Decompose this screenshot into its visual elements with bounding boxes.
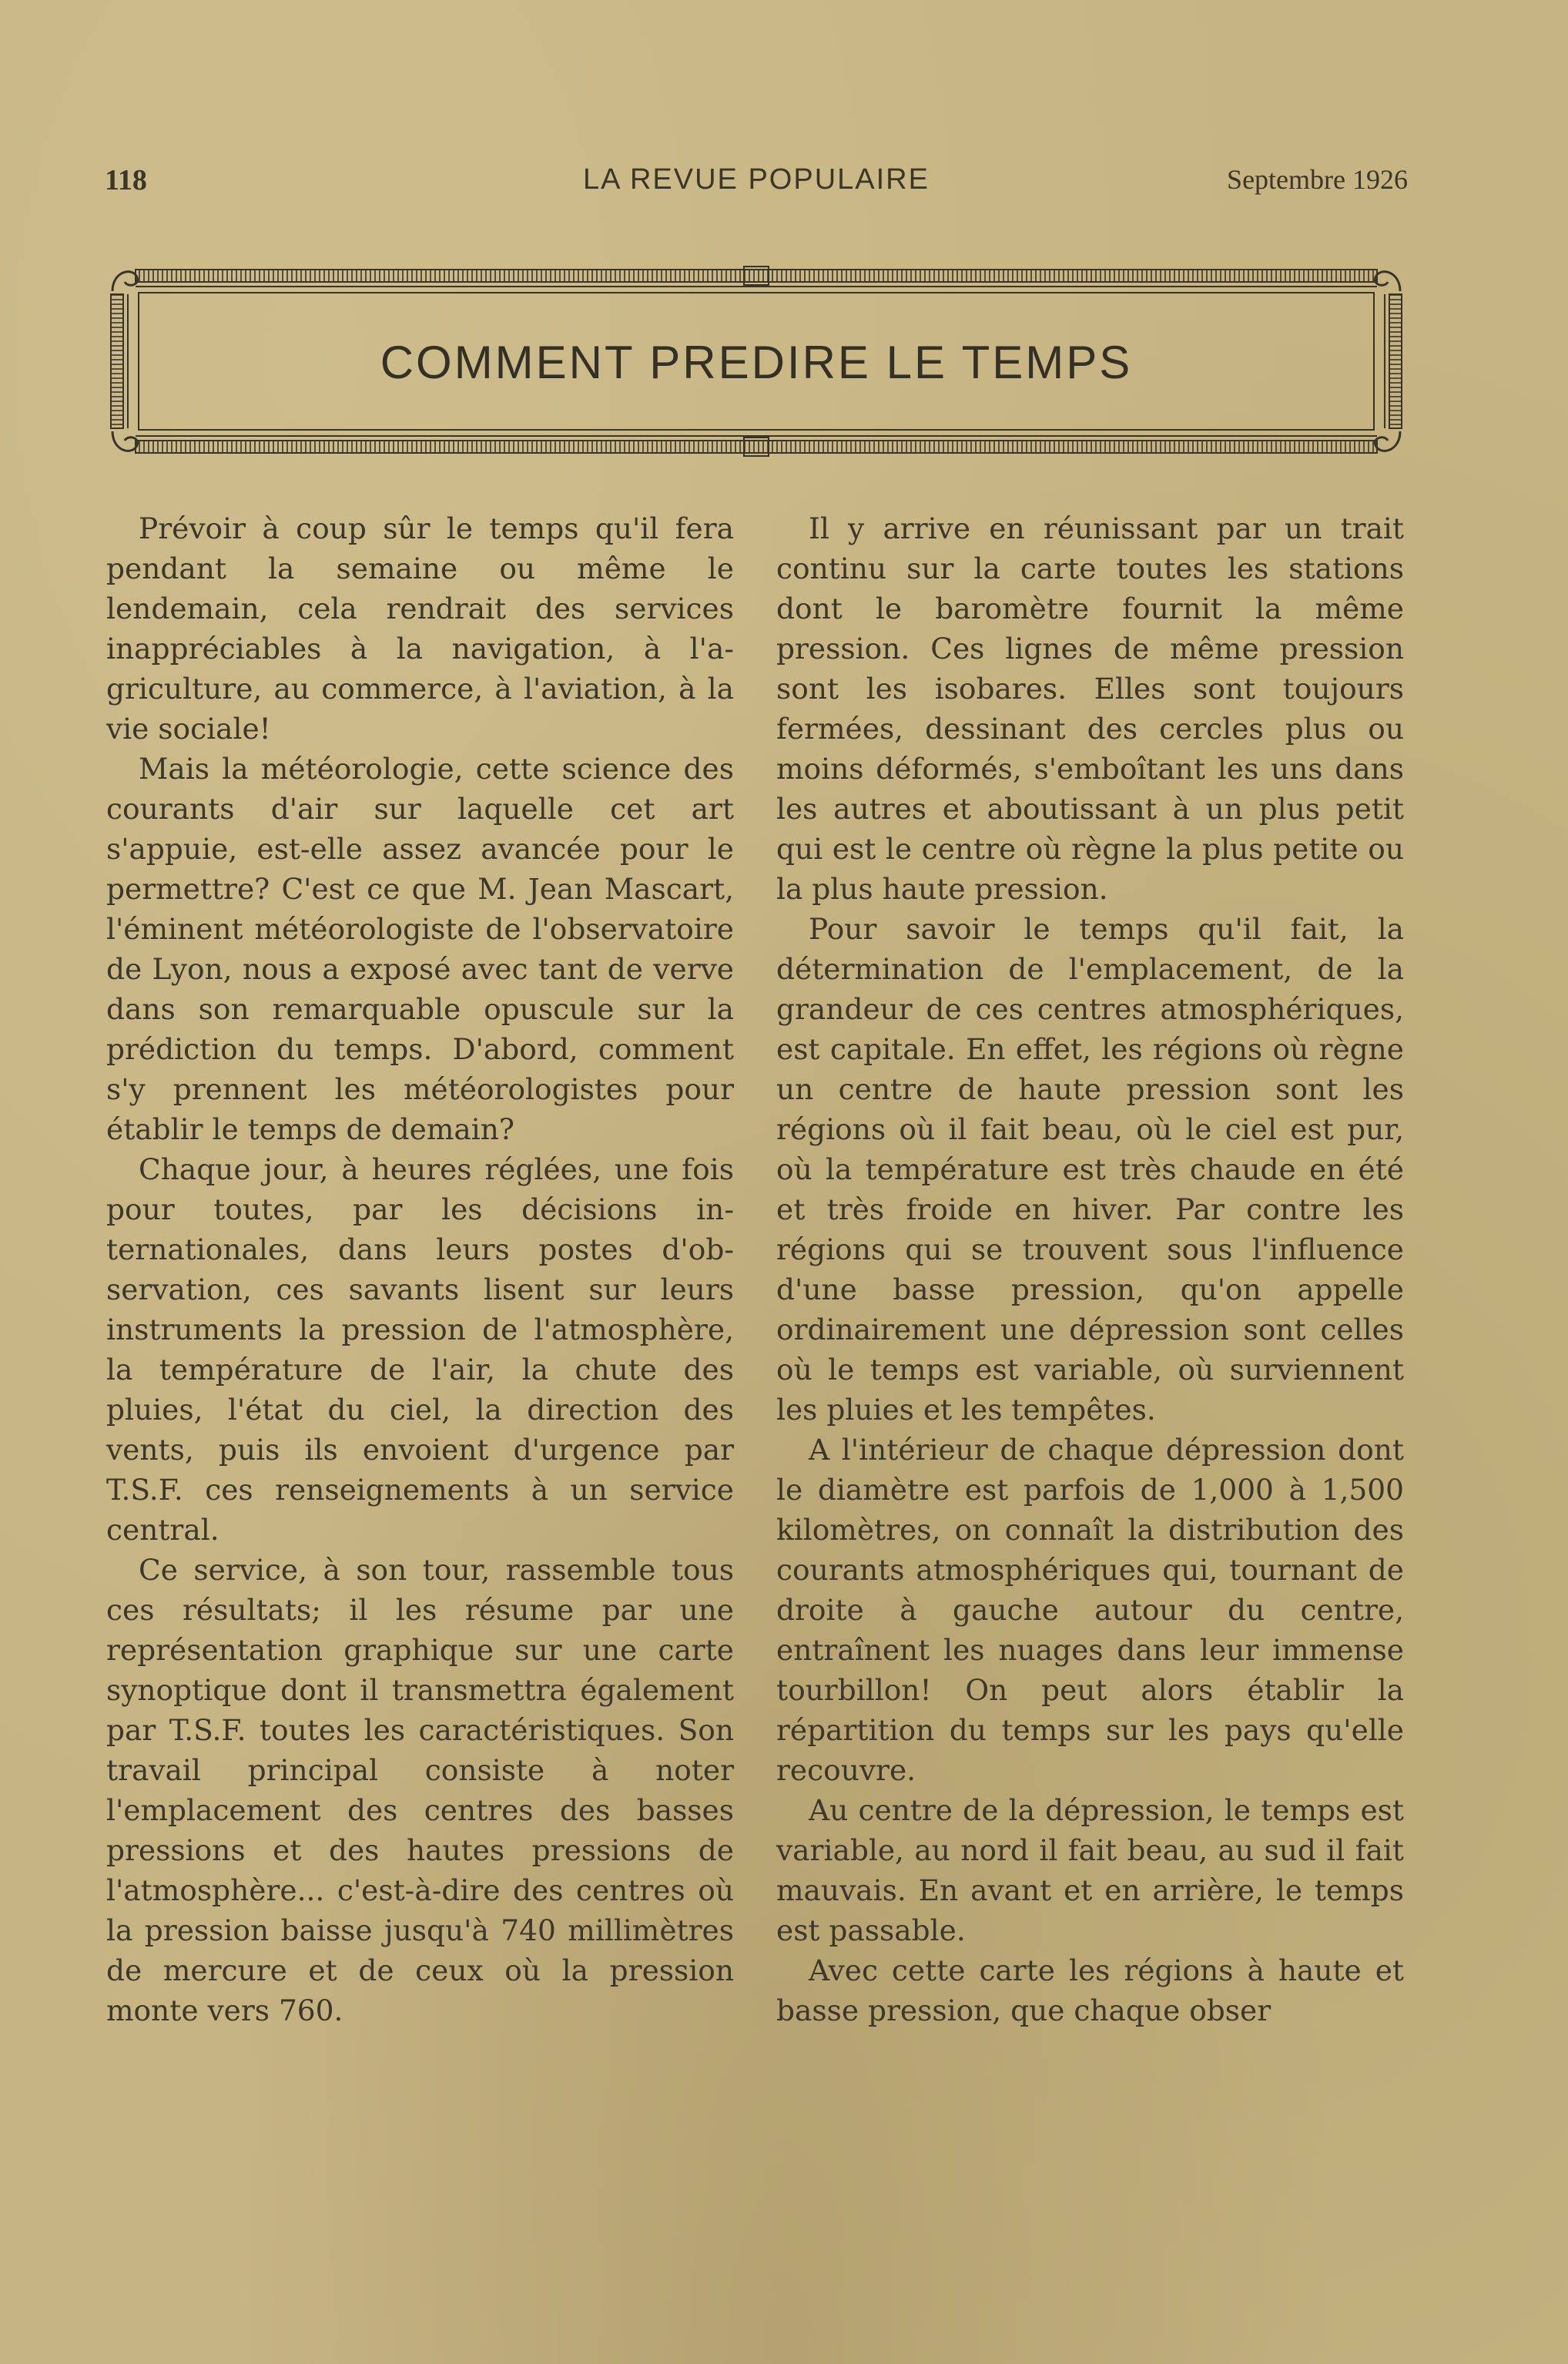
paragraph: Chaque jour, à heures réglées, une fois pour toutes, par les décisions internationales, dans leurs postes d'observation, ces savants lisent sur leurs instruments la pression de l'atmosphère, la température de l'air, la chute des pluies, l'état du ciel, la direction des vents, puis ils envoient d'urgence par T.S.F. ces renseignements à un service central. [106, 1152, 734, 1547]
paragraph: A l'intérieur de chaque dépression dont le diamètre est parfois de 1,000 à 1,500 kilomètres, on connaît la distribution des courants atmosphériques qui, tournant de droite à gauche autour du centre, entraînent les nuages dans leur immense tourbillon! On peut alors établir la répartition du temps sur les pays qu'elle recouvre. [776, 1433, 1404, 1787]
paragraph: Avec cette carte les régions à haute et basse pression, que chaque obser [776, 1953, 1404, 2027]
paragraph: Ce service, à son tour, rassemble tous ces résultats; il les résume par une représentation graphique sur une carte synoptique dont il transmettra également par T.S.F. toutes les caractéristiques. Son travail principal consiste à noter l'emplacement des centres des basses pressions et des hautes pressions de l'atmosphère... c'est-à-dire des centres où la pression baisse jusqu'à 740 millimètres de mercure et de ceux où la pression monte vers 760. [106, 1553, 734, 2027]
paragraph: Au centre de la dépression, le temps est variable, au nord il fait beau, au sud il fait mauvais. En avant et en arrière, le temps est passable. [776, 1793, 1404, 1947]
journal-title: LA REVUE POPULAIRE [583, 163, 930, 196]
paragraph: Pour savoir le temps qu'il fait, la détermination de l'emplacement, de la grandeur de ces centres atmosphériques, est capitale. En effet, les régions où règne un centre de haute pression sont les régions où il fait beau, où le ciel est pur, où la température est très chaude en été et très froide en hiver. Par contre les régions qui se trouvent sous l'influence d'une basse pression, qu'on appelle ordinairement une dépression sont celles où le temps est variable, où surviennent les pluies et les tempêtes. [776, 912, 1404, 1427]
article-title: COMMENT PREDIRE LE TEMPS [380, 337, 1133, 388]
title-frame [105, 260, 1408, 462]
paragraph: Il y arrive en réunissant par un trait continu sur la carte toutes les stations dont le baromètre fournit la même pression. Ces lignes de même pression sont les isobares. Elles sont toujours fermées, dessinant des cercles plus ou moins déformés, s'emboîtant les uns dans les autres et aboutissant à un plus petit qui est le centre où règne la plus petite ou la plus haute pression. [776, 511, 1404, 906]
right-column [776, 508, 1404, 2030]
page-number: 118 [105, 164, 147, 196]
running-header [105, 163, 1408, 210]
left-column [106, 508, 734, 2030]
issue-date: Septembre 1926 [1227, 164, 1408, 195]
paragraph: Mais la météorologie, cette science des courants d'air sur laquelle cet art s'appuie, est-elle assez avancée pour le permettre? C'est ce que M. Jean Mascart, l'éminent météorologiste de l'observatoire de Lyon, nous a exposé avec tant de verve dans son remarquable opuscule sur la prédiction du temps. D'abord, comment s'y prennent les météorologistes pour établir le temps de demain? [106, 752, 734, 1146]
paragraph: Prévoir à coup sûr le temps qu'il fera pendant la semaine ou même le lendemain, cela rendrait des services inappréciables à la navigation, à l'agriculture, au commerce, à l'aviation, à la vie sociale! [106, 511, 734, 746]
